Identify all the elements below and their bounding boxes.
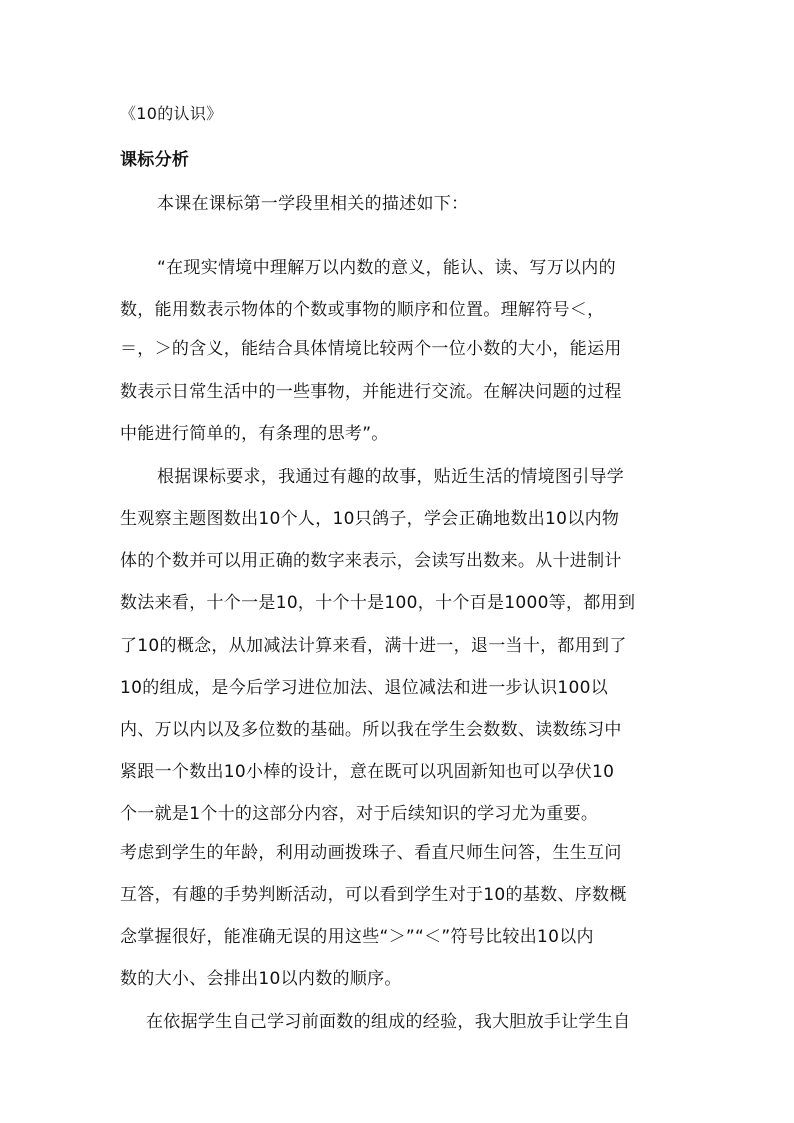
paragraph-line: 数，能用数表示物体的个数或事物的顺序和位置。理解符号＜， xyxy=(120,300,605,320)
paragraph-line: 念掌握很好，能准确无误的用这些“＞”“＜”符号比较出10以内 xyxy=(120,927,594,947)
paragraph-line: 了10的概念，从加减法计算来看，满十进一，退一当十，都用到了 xyxy=(120,636,627,656)
paragraph-line: 数的大小、会排出10以内数的顺序。 xyxy=(120,969,402,989)
paragraph-line: 10的组成，是今后学习进位加法、退位减法和进一步认识100以 xyxy=(120,678,609,698)
paragraph-line: 本课在课标第一学段里相关的描述如下： xyxy=(157,194,469,214)
paragraph-line: 数法来看，十个一是10，十个十是100，十个百是1000等，都用到 xyxy=(120,593,636,613)
paragraph-line: 互答，有趣的手势判断活动，可以看到学生对于10的基数、序数概 xyxy=(120,885,627,905)
paragraph-line: ＝，＞的含义，能结合具体情境比较两个一位小数的大小，能运用 xyxy=(120,339,622,359)
paragraph-line: 内、万以内以及多位数的基础。所以我在学生会数数、读数练习中 xyxy=(120,720,622,740)
paragraph-line: 生观察主题图数出10个人，10只鸽子，学会正确地数出10以内物 xyxy=(120,509,620,529)
paragraph-line: 中能进行简单的，有条理的思考”。 xyxy=(120,424,389,444)
paragraph-line: 在依据学生自己学习前面数的组成的经验，我大胆放手让学生自 xyxy=(146,1012,631,1032)
paragraph-line: “在现实情境中理解万以内数的意义，能认、读、写万以内的 xyxy=(157,258,616,278)
paragraph-line: 个一就是1个十的这部分内容，对于后续知识的学习尤为重要。 xyxy=(120,804,599,824)
document-title: 《10的认识》 xyxy=(120,104,223,123)
paragraph-line: 体的个数并可以用正确的数字来表示，会读写出数来。从十进制计 xyxy=(120,551,622,571)
paragraph-line: 考虑到学生的年龄，利用动画拨珠子、看直尺师生问答，生生互问 xyxy=(120,843,622,863)
paragraph-line: 数表示日常生活中的一些事物，并能进行交流。在解决问题的过程 xyxy=(120,382,622,402)
paragraph-line: 根据课标要求，我通过有趣的故事，贴近生活的情境图引导学 xyxy=(157,467,625,487)
paragraph-line: 紧跟一个数出10小棒的设计，意在既可以巩固新知也可以孕伏10 xyxy=(120,762,615,782)
section-heading: 课标分析 xyxy=(120,150,190,170)
